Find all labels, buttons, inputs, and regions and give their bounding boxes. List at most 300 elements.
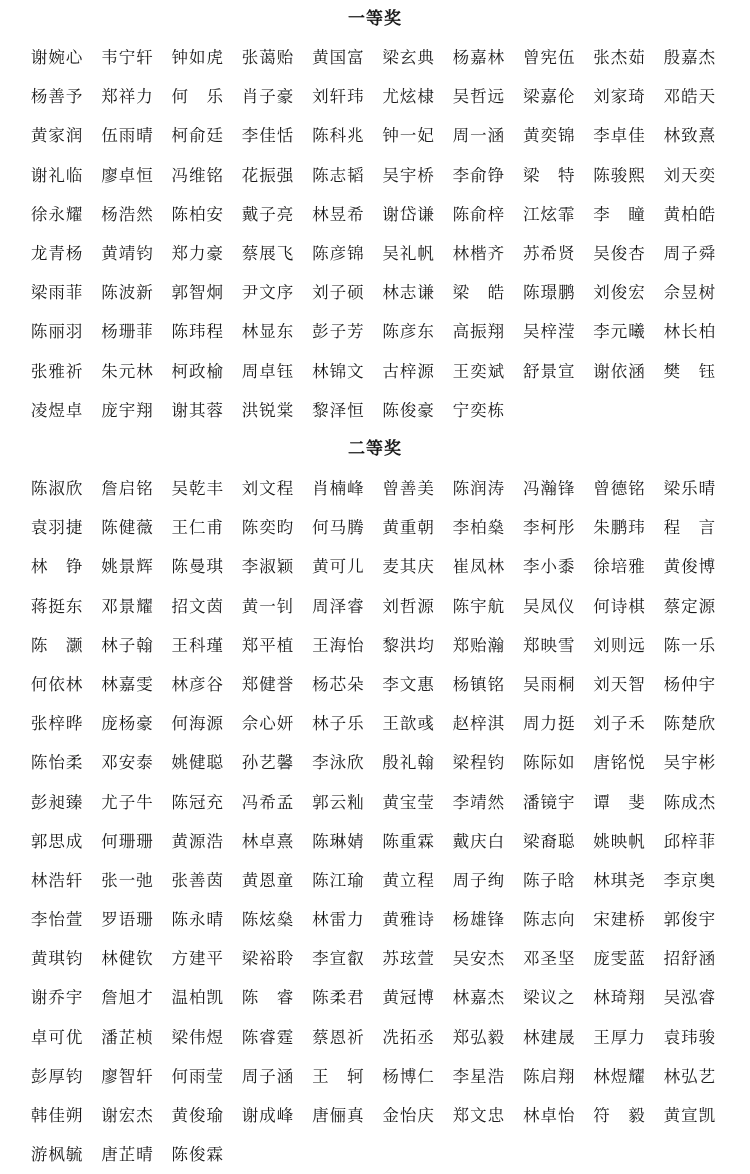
winner-name: 陈重霖 — [382, 831, 435, 851]
winner-name: 黄靖钧 — [101, 243, 154, 263]
winner-name: 林雷力 — [312, 910, 365, 930]
winner-name: 郑贻瀚 — [452, 635, 506, 655]
winner-name: 蔡恩祈 — [312, 1027, 365, 1047]
winner-name: 佘昱树 — [663, 283, 717, 303]
winner-name: 洪锐棠 — [241, 400, 295, 420]
winner-name: 王 轲 — [312, 1066, 365, 1086]
winner-name: 高振翔 — [452, 322, 506, 342]
winner-name: 黄宝莹 — [382, 792, 435, 812]
winner-name: 刘子禾 — [593, 714, 646, 734]
winner-name: 陈 睿 — [241, 988, 295, 1008]
winner-name: 刘哲源 — [382, 596, 435, 616]
winner-name: 蒋挺东 — [30, 596, 84, 616]
winner-name: 黄立程 — [382, 870, 435, 890]
winner-name: 彭子芳 — [312, 322, 365, 342]
winner-name: 刘天奕 — [663, 165, 717, 185]
winner-name: 林长柏 — [663, 322, 717, 342]
winner-name: 戴子亮 — [241, 204, 295, 224]
winner-name: 崔凤林 — [452, 557, 506, 577]
winner-name: 卓可优 — [30, 1027, 84, 1047]
winner-name: 李柯彤 — [522, 518, 576, 538]
winner-name: 梁玄典 — [382, 48, 435, 67]
name-row — [22, 783, 732, 822]
winner-name: 凌煜卓 — [30, 400, 84, 420]
name-row — [22, 38, 732, 77]
winner-name: 王歆彧 — [382, 714, 435, 734]
winner-name: 黄俊博 — [663, 557, 717, 577]
winner-name: 李佳恬 — [241, 126, 295, 146]
winner-name: 吴梓滢 — [522, 322, 576, 342]
winner-name: 梁 皓 — [452, 283, 506, 303]
name-row — [22, 1096, 732, 1135]
winner-name: 林志谦 — [382, 283, 435, 303]
winner-name: 梁伟煜 — [171, 1027, 224, 1047]
winner-name: 林建晟 — [522, 1027, 576, 1047]
winner-name: 黄恩童 — [241, 870, 295, 890]
winner-name: 刘天智 — [593, 674, 646, 694]
winner-name: 林嘉杰 — [452, 988, 506, 1008]
winner-name: 古梓源 — [382, 361, 435, 381]
winner-name: 李柏燊 — [452, 518, 506, 538]
winner-name: 周卓钰 — [241, 361, 295, 381]
name-row — [22, 77, 732, 116]
winner-name: 王科瑾 — [171, 635, 224, 655]
winner-name: 周泽睿 — [312, 596, 365, 616]
winner-name: 邓皓天 — [663, 87, 717, 107]
winner-name: 钟如虎 — [171, 48, 224, 67]
winner-name: 冯维铭 — [171, 165, 224, 185]
name-row — [22, 704, 732, 743]
winner-name: 符 毅 — [593, 1106, 646, 1125]
winner-name: 廖卓恒 — [101, 165, 154, 185]
winner-name: 柯政榆 — [171, 361, 224, 381]
winner-name: 何珊珊 — [101, 831, 154, 851]
winner-name: 蔡展飞 — [241, 243, 295, 263]
winner-name: 周子绚 — [452, 870, 506, 890]
winner-name: 郭思成 — [30, 831, 84, 851]
winner-name: 陈冠充 — [171, 792, 224, 812]
winner-name: 谢依涵 — [593, 361, 646, 381]
winner-name: 林煜耀 — [593, 1066, 646, 1086]
winner-name: 游枫毓 — [30, 1145, 84, 1165]
name-row — [22, 273, 732, 312]
winner-name: 李星浩 — [452, 1066, 506, 1086]
winner-name: 林卓怡 — [522, 1106, 576, 1125]
winner-name: 刘家琦 — [593, 87, 646, 107]
name-row — [22, 116, 732, 155]
winner-name: 谢礼临 — [30, 165, 84, 185]
winner-name: 梁雨菲 — [30, 283, 84, 303]
winner-name: 陈璟鹏 — [522, 283, 576, 303]
winner-name: 杨珊菲 — [101, 322, 154, 342]
winner-name: 吴哲远 — [452, 87, 506, 107]
winner-name: 林彦谷 — [171, 674, 224, 694]
name-row — [22, 156, 732, 195]
winner-name: 何海源 — [171, 714, 224, 734]
winner-name: 谢乔宇 — [30, 988, 84, 1008]
winner-name: 刘俊宏 — [593, 283, 646, 303]
winner-name: 尹文序 — [241, 283, 295, 303]
winner-name: 黄国富 — [312, 48, 365, 67]
winner-name: 曾善美 — [382, 479, 435, 498]
winner-name: 姚景辉 — [101, 557, 154, 577]
winner-name: 庞杨豪 — [101, 714, 154, 734]
winner-name: 朱元林 — [101, 361, 154, 381]
name-row — [22, 939, 732, 978]
winner-name: 陈 灏 — [30, 635, 84, 655]
winner-name: 周一涵 — [452, 126, 506, 146]
winner-name: 黄琪钧 — [30, 949, 84, 969]
winner-name: 周力挺 — [522, 714, 576, 734]
winner-name: 陈宇航 — [452, 596, 506, 616]
winner-name: 吴泓睿 — [663, 988, 717, 1008]
winner-name: 林琪尧 — [593, 870, 646, 890]
winner-name: 潘镜宇 — [522, 792, 576, 812]
winner-name: 黄宣凯 — [663, 1106, 717, 1125]
winner-name: 杨善予 — [30, 87, 84, 107]
name-row — [22, 822, 732, 861]
winner-name: 张一弛 — [101, 870, 154, 890]
winner-name: 陈柔君 — [312, 988, 365, 1008]
winner-name: 王厚力 — [593, 1027, 646, 1047]
winner-name: 蔡定源 — [663, 596, 717, 616]
winner-name: 谢宏杰 — [101, 1106, 154, 1125]
winner-name: 郑力豪 — [171, 243, 224, 263]
winner-name: 曾德铭 — [593, 479, 646, 498]
winner-name: 陈启翔 — [522, 1066, 576, 1086]
winner-name: 陈柏安 — [171, 204, 224, 224]
winner-name: 谢婉心 — [30, 48, 84, 67]
winner-name: 李元曦 — [593, 322, 646, 342]
winner-name: 林楷齐 — [452, 243, 506, 263]
second-prize-name-grid — [22, 469, 732, 1174]
winner-name: 何马腾 — [312, 518, 365, 538]
name-row — [22, 626, 732, 665]
winner-name: 吴俊杏 — [593, 243, 646, 263]
winner-name: 何雨莹 — [171, 1066, 224, 1086]
name-row — [22, 195, 732, 234]
winner-name: 王海怡 — [312, 635, 365, 655]
winner-name: 徐培雅 — [593, 557, 646, 577]
winner-name: 陈淑欣 — [30, 479, 84, 498]
winner-name: 樊 钰 — [663, 361, 717, 381]
winner-name: 温柏凯 — [171, 988, 224, 1008]
winner-name: 陈江瑜 — [312, 870, 365, 890]
winner-name: 陈怡柔 — [30, 753, 84, 773]
winner-name: 陈奕昀 — [241, 518, 295, 538]
first-prize-name-grid — [22, 38, 732, 430]
winner-name: 吴乾丰 — [171, 479, 224, 498]
winner-name: 黄可儿 — [312, 557, 365, 577]
name-row — [22, 508, 732, 547]
winner-name: 花振强 — [241, 165, 295, 185]
winner-name: 黄奕锦 — [522, 126, 576, 146]
winner-name: 杨镇铭 — [452, 674, 506, 694]
winner-name: 林嘉雯 — [101, 674, 154, 694]
name-row — [22, 352, 732, 391]
winner-name: 潘芷桢 — [101, 1027, 154, 1047]
name-row — [22, 900, 732, 939]
winner-name: 曾宪伍 — [522, 48, 576, 67]
winner-name: 林琦翔 — [593, 988, 646, 1008]
winner-name: 张雅祈 — [30, 361, 84, 381]
winner-name: 陈健薇 — [101, 518, 154, 538]
winner-name: 戴庆白 — [452, 831, 506, 851]
winner-name: 林健钦 — [101, 949, 154, 969]
winner-name: 李 瞳 — [593, 204, 646, 224]
winner-name: 吴宇彬 — [663, 753, 717, 773]
name-row — [22, 743, 732, 782]
name-row — [22, 312, 732, 351]
winner-name: 周子舜 — [663, 243, 717, 263]
winner-name: 林子翰 — [101, 635, 154, 655]
name-row — [22, 861, 732, 900]
winner-name: 陈睿霆 — [241, 1027, 295, 1047]
winner-name: 舒景宣 — [522, 361, 576, 381]
winner-name: 徐永耀 — [30, 204, 84, 224]
winner-name: 陈俊豪 — [382, 400, 435, 420]
winner-name: 陈曼琪 — [171, 557, 224, 577]
winner-name: 李文惠 — [382, 674, 435, 694]
winner-name: 吴宇桥 — [382, 165, 435, 185]
winner-name: 龙青杨 — [30, 243, 84, 263]
winner-name: 陈科兆 — [312, 126, 365, 146]
winner-name: 陈际如 — [522, 753, 576, 773]
winner-name: 吴礼帆 — [382, 243, 435, 263]
name-row — [22, 587, 732, 626]
winner-name: 梁裕聆 — [241, 949, 295, 969]
winner-name: 宋建桥 — [593, 910, 646, 930]
winner-name: 张蔼贻 — [241, 48, 295, 67]
winner-name: 梁程钧 — [452, 753, 506, 773]
winner-name: 金怡庆 — [382, 1106, 435, 1125]
winner-name: 陈楚欣 — [663, 714, 717, 734]
winner-name: 郑祥力 — [101, 87, 154, 107]
name-row — [22, 978, 732, 1017]
winner-name: 陈润涛 — [452, 479, 506, 498]
winner-name: 陈玮程 — [171, 322, 224, 342]
winner-name: 唐俪真 — [312, 1106, 365, 1125]
winner-name: 陈俞梓 — [452, 204, 506, 224]
winner-name: 郑平植 — [241, 635, 295, 655]
winner-name: 郭云籼 — [312, 792, 365, 812]
name-row — [22, 1018, 732, 1057]
winner-name: 陈永晴 — [171, 910, 224, 930]
winner-name: 孙艺馨 — [241, 753, 295, 773]
winner-name: 梁嘉伦 — [522, 87, 576, 107]
winner-name: 李淑颖 — [241, 557, 295, 577]
winner-name: 庞雯蓝 — [593, 949, 646, 969]
winner-name: 梁裔聪 — [522, 831, 576, 851]
winner-name: 杨博仁 — [382, 1066, 435, 1086]
winner-name: 尤子牛 — [101, 792, 154, 812]
winner-name: 李卓佳 — [593, 126, 646, 146]
winner-name: 江炫霏 — [522, 204, 576, 224]
name-row — [22, 234, 732, 273]
winner-name: 林锦文 — [312, 361, 365, 381]
winner-name: 苏玹萱 — [382, 949, 435, 969]
winner-name: 刘则远 — [593, 635, 646, 655]
winner-name: 郑映雪 — [522, 635, 576, 655]
winner-name: 冯瀚锋 — [522, 479, 576, 498]
winner-name: 黄家润 — [30, 126, 84, 146]
winner-name: 殷嘉杰 — [663, 48, 717, 67]
winner-name: 朱鹏玮 — [593, 518, 646, 538]
winner-name: 郑健誉 — [241, 674, 295, 694]
winner-name: 程 言 — [663, 518, 717, 538]
winner-name: 彭厚钧 — [30, 1066, 84, 1086]
winner-name: 吴雨桐 — [522, 674, 576, 694]
winner-name: 麦其庆 — [382, 557, 435, 577]
winner-name: 邓景耀 — [101, 596, 154, 616]
winner-name: 梁 特 — [522, 165, 576, 185]
winner-name: 方建平 — [171, 949, 224, 969]
winner-name: 杨嘉林 — [452, 48, 506, 67]
winner-name: 肖子豪 — [241, 87, 295, 107]
name-row — [22, 469, 732, 508]
winner-name: 吴凤仪 — [522, 596, 576, 616]
winner-name: 尤炫棣 — [382, 87, 435, 107]
second-prize-title: 二等奖 — [348, 439, 402, 459]
winner-name: 邓安泰 — [101, 753, 154, 773]
winner-name: 林弘艺 — [663, 1066, 717, 1086]
winner-name: 王奕斌 — [452, 361, 506, 381]
winner-name: 张杰茹 — [593, 48, 646, 67]
winner-name: 冼拓丞 — [382, 1027, 435, 1047]
winner-name: 郑文忠 — [452, 1106, 506, 1125]
winner-name: 刘轩玮 — [312, 87, 365, 107]
winner-name: 肖楠峰 — [312, 479, 365, 498]
winner-name: 陈彦东 — [382, 322, 435, 342]
winner-name: 黄柏皓 — [663, 204, 717, 224]
winner-name: 黎洪均 — [382, 635, 435, 655]
winner-name: 李宣叡 — [312, 949, 365, 969]
winner-name: 陈丽羽 — [30, 322, 84, 342]
winner-name: 林 铮 — [30, 557, 84, 577]
winner-name: 唐芷晴 — [101, 1145, 154, 1165]
winner-name: 杨雄锋 — [452, 910, 506, 930]
winner-name: 宁奕栋 — [452, 400, 506, 420]
winner-name: 陈志向 — [522, 910, 576, 930]
winner-name: 邱梓菲 — [663, 831, 717, 851]
winner-name: 梁乐晴 — [663, 479, 717, 498]
winner-name: 詹旭才 — [101, 988, 154, 1008]
winner-name: 刘子硕 — [312, 283, 365, 303]
winner-name: 谢岱谦 — [382, 204, 435, 224]
winner-name: 杨浩然 — [101, 204, 154, 224]
winner-name: 李靖然 — [452, 792, 506, 812]
winner-name: 陈彦锦 — [312, 243, 365, 263]
winner-name: 庞宇翔 — [101, 400, 154, 420]
winner-name: 黄源浩 — [171, 831, 224, 851]
winner-name: 周子涵 — [241, 1066, 295, 1086]
winner-name: 陈子晗 — [522, 870, 576, 890]
winner-name: 黄雅诗 — [382, 910, 435, 930]
winner-name: 谢成峰 — [241, 1106, 295, 1125]
name-row — [22, 547, 732, 586]
winner-name: 黎泽恒 — [312, 400, 365, 420]
winner-name: 袁玮骏 — [663, 1027, 717, 1047]
winner-name: 林昱希 — [312, 204, 365, 224]
winner-name: 谢其蓉 — [171, 400, 224, 420]
winner-name: 詹启铭 — [101, 479, 154, 498]
winner-name: 苏希贤 — [522, 243, 576, 263]
winner-name: 林致熹 — [663, 126, 717, 146]
winner-name: 陈一乐 — [663, 635, 717, 655]
winner-name: 伍雨晴 — [101, 126, 154, 146]
winner-name: 招舒涵 — [663, 949, 717, 969]
name-row — [22, 391, 732, 430]
winner-name: 张梓晔 — [30, 714, 84, 734]
winner-name: 邓圣坚 — [522, 949, 576, 969]
winner-name: 何依林 — [30, 674, 84, 694]
winner-name: 李京奥 — [663, 870, 717, 890]
winner-name: 殷礼翰 — [382, 753, 435, 773]
winner-name: 李怡萱 — [30, 910, 84, 930]
name-row — [22, 1135, 732, 1174]
winner-name: 郭俊宇 — [663, 910, 717, 930]
winner-name: 柯俞廷 — [171, 126, 224, 146]
winner-name: 李泳欣 — [312, 753, 365, 773]
winner-name: 何 乐 — [171, 87, 224, 107]
winner-name: 谭 斐 — [593, 792, 646, 812]
winner-name: 陈志韬 — [312, 165, 365, 185]
winner-name: 佘心妍 — [241, 714, 295, 734]
name-row — [22, 665, 732, 704]
winner-name: 陈俊霖 — [171, 1145, 224, 1165]
winner-name: 杨仲宇 — [663, 674, 717, 694]
winner-name: 罗语珊 — [101, 910, 154, 930]
winner-name: 张善茵 — [171, 870, 224, 890]
winner-name: 黄俊瑜 — [171, 1106, 224, 1125]
winner-name: 林卓熹 — [241, 831, 295, 851]
winner-name: 钟一妃 — [382, 126, 435, 146]
winner-name: 彭昶臻 — [30, 792, 84, 812]
first-prize-title: 一等奖 — [348, 9, 402, 29]
winner-name: 袁羽捷 — [30, 518, 84, 538]
winner-name: 韩佳朔 — [30, 1106, 84, 1125]
winner-name: 冯希孟 — [241, 792, 295, 812]
winner-name: 杨芯朵 — [312, 674, 365, 694]
winner-name: 陈波新 — [101, 283, 154, 303]
winner-name: 陈成杰 — [663, 792, 717, 812]
winner-name: 招文茵 — [171, 596, 224, 616]
winner-name: 吴安杰 — [452, 949, 506, 969]
winner-name: 梁议之 — [522, 988, 576, 1008]
winner-name: 姚健聪 — [171, 753, 224, 773]
winner-name: 唐铭悦 — [593, 753, 646, 773]
winner-name: 林浩轩 — [30, 870, 84, 890]
winner-name: 王仁甫 — [171, 518, 224, 538]
winner-name: 郭智炯 — [171, 283, 224, 303]
winner-name: 韦宁轩 — [101, 48, 154, 67]
winner-name: 郑弘毅 — [452, 1027, 506, 1047]
winner-name: 林显东 — [241, 322, 295, 342]
winner-name: 何诗棋 — [593, 596, 646, 616]
winner-name: 姚映帆 — [593, 831, 646, 851]
winner-name: 黄冠博 — [382, 988, 435, 1008]
winner-name: 陈骏熙 — [593, 165, 646, 185]
winner-name: 李俞铮 — [452, 165, 506, 185]
winner-name: 陈炫燊 — [241, 910, 295, 930]
winner-name: 赵梓淇 — [452, 714, 506, 734]
winner-name: 刘文程 — [241, 479, 295, 498]
winner-name: 李小黍 — [522, 557, 576, 577]
winner-name: 林子乐 — [312, 714, 365, 734]
winner-name: 黄重朝 — [382, 518, 435, 538]
name-row — [22, 1057, 732, 1096]
winner-name: 陈琳婧 — [312, 831, 365, 851]
